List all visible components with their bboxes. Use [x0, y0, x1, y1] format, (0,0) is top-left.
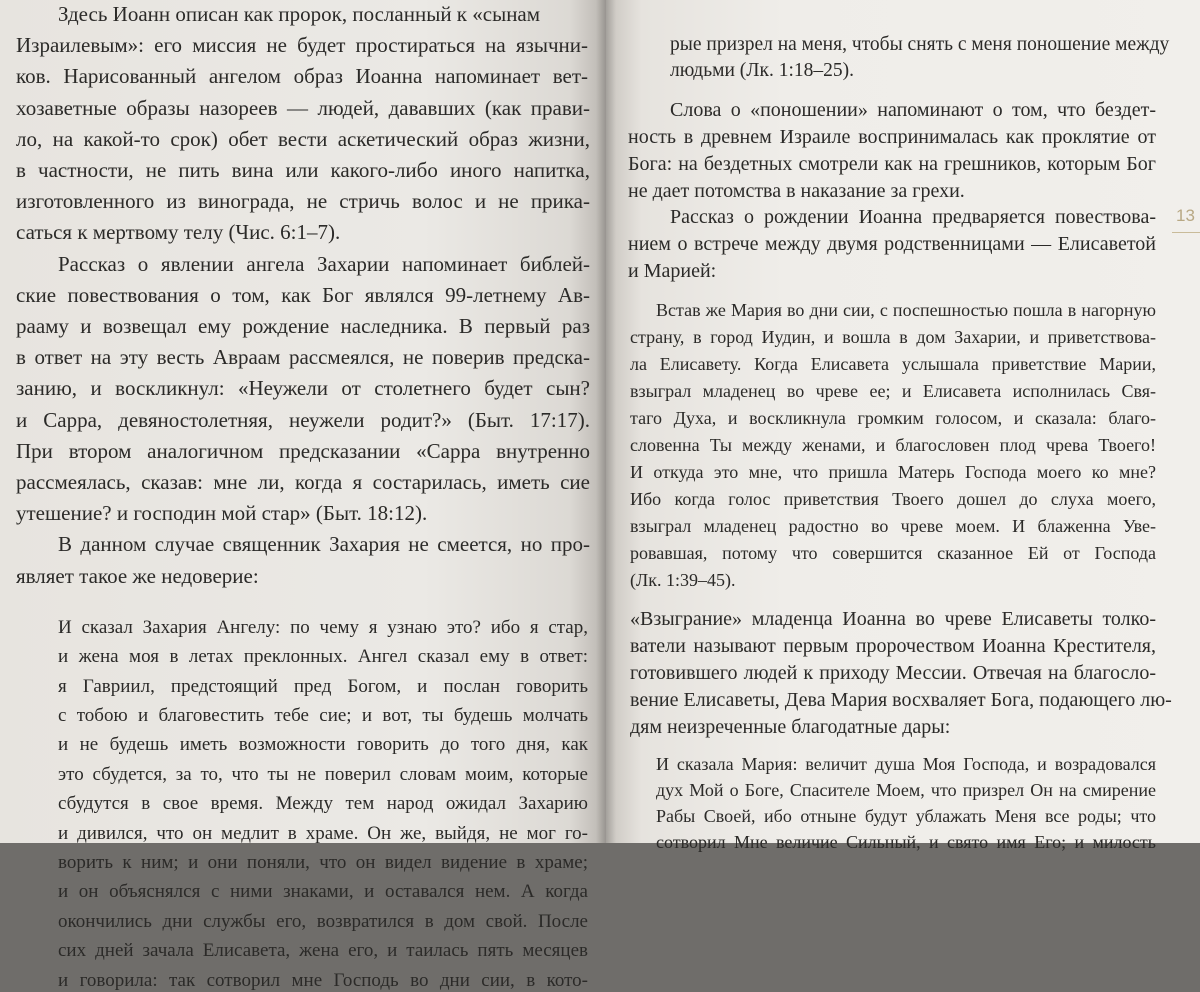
quote-line: окончились дни службы его, возвратился в дом свой. После — [58, 911, 588, 932]
quote-line: ровавшая, потому что совершится сказанное Ей от Господа — [630, 543, 1156, 563]
quote-line: словенна Ты между женами, и благословен плод чрева Твоего! — [630, 435, 1156, 455]
text-line: и Марией: — [628, 260, 717, 282]
text-line: рассмеялась, сказав: мне ли, когда я состарилась, иметь сие — [16, 470, 590, 494]
text-line: утешение? и господин мой стар» (Быт. 18:12). — [16, 501, 428, 525]
text-line: Слова о «поношении» напоминают о том, что бездет- — [670, 99, 1156, 121]
text-line: «Взыграние» младенца Иоанна во чреве Елисаветы толко- — [630, 608, 1156, 630]
text-line: Израилевым»: его миссия не будет простираться на язычни- — [16, 33, 588, 57]
text-line: хозаветные образы назореев — людей, дававших (как прави- — [16, 96, 590, 120]
page-number: 13 — [1176, 206, 1195, 225]
quote-line: таго Духа, и воскликнула громким голосом, и сказала: благо- — [630, 408, 1156, 428]
text-line: изготовленного из винограда, не стричь волос и не прика- — [16, 189, 590, 213]
text-line: нием о встрече между двумя родственницами — Елисаветой — [628, 233, 1156, 255]
text-line: занию, и воскликнул: «Неужели от столетнего будет сын? — [16, 376, 590, 400]
text-line: ские повествования о том, как Бог являлся 99-летнему Ав- — [16, 283, 590, 307]
quote-line: сих дней зачала Елисавета, жена его, и таилась пять месяцев — [58, 940, 588, 961]
quote-line: дух Мой о Боге, Спасителе Моем, что призрел Он на смирение — [656, 780, 1156, 800]
quote-line: И сказала Мария: величит душа Моя Господа, и возрадовался — [656, 754, 1156, 774]
quote-line: и говорила: так сотворил мне Господь во дни сии, в кото- — [58, 970, 588, 991]
quote-line: сбудутся в свое время. Между тем народ ожидал Захарию — [58, 793, 588, 814]
quote-line: сотворил Мне величие Сильный, и свято имя Его; и милость — [656, 832, 1156, 852]
quote-line: Ибо когда голос приветствия Твоего дошел до слуха моего, — [630, 489, 1156, 509]
quote-line: и он объяснялся с ними знаками, и оставался нем. А когда — [58, 881, 588, 902]
text-line: готовившего людей к приходу Мессии. Отвечая на благосло- — [630, 662, 1156, 684]
text-line: В данном случае священник Захария не смеется, но про- — [58, 532, 590, 556]
text-line: Здесь Иоанн описан как пророк, посланный к «сынам — [58, 2, 541, 26]
quote-line: и дивился, что он медлит в храме. Он же, выйдя, не мог го- — [58, 823, 588, 844]
text-line: дям неизреченные благодатные дары: — [630, 716, 951, 738]
text-line: не дает потомства в наказание за грехи. — [628, 180, 965, 202]
page-number-rule — [1172, 232, 1200, 233]
quote-line: взыграл младенец радостно во чреве моем. И блаженна Уве- — [630, 516, 1156, 536]
quote-line: Рабы Своей, ибо отныне будут ублажать Меня все роды; что — [656, 806, 1156, 826]
quote-line: это сбудется, за то, что ты не поверил словам моим, которые — [58, 764, 588, 785]
text-line: ло, на какой-то срок) обет вести аскетический образ жизни, — [16, 127, 590, 151]
text-line: ков. Нарисованный ангелом образ Иоанна напоминает вет- — [16, 64, 588, 88]
text-line: При втором аналогичном предсказании «Сарра внутренно — [16, 439, 590, 463]
quote-line: страну, в город Иудин, и вошла в дом Захарии, и приветствова- — [630, 327, 1156, 347]
text-line: являет такое же недоверие: — [16, 564, 259, 588]
text-line: ватели называют первым пророчеством Иоанна Крестителя, — [630, 635, 1156, 657]
quote-line: ворить к ним; и они поняли, что он видел видение в храме; — [58, 852, 588, 873]
quote-line: Встав же Мария во дни сии, с поспешностью пошла в нагорную — [656, 300, 1156, 320]
text-line: рые призрел на меня, чтобы снять с меня поношение между — [670, 34, 1170, 55]
text-line: в частности, не пить вина или какого-либо иного напитка, — [16, 158, 590, 182]
text-line: ность в древнем Израиле воспринималась как проклятие от — [628, 126, 1156, 148]
quote-line: (Лк. 1:39–45). — [630, 570, 736, 590]
text-line: Бога: на бездетных смотрели как на грешников, которым Бог — [628, 153, 1156, 175]
text-line: в ответ на эту весть Авраам рассмеялся, не поверив предска- — [16, 345, 590, 369]
quote-line: с тобою и благовестить тебе сие; и вот, ты будешь молчать — [58, 705, 588, 726]
quote-line: я Гавриил, предстоящий пред Богом, и послан говорить — [58, 676, 588, 697]
book-gutter — [596, 0, 616, 843]
text-line: Рассказ о рождении Иоанна предваряется повествова- — [670, 206, 1156, 228]
text-line: Рассказ о явлении ангела Захарии напоминает библей- — [58, 252, 590, 276]
text-line: саться к мертвому телу (Чис. 6:1–7). — [16, 220, 341, 244]
quote-line: взыграл младенец во чреве ее; и Елисавета исполнилась Свя- — [630, 381, 1156, 401]
quote-line: И откуда это мне, что пришла Матерь Господа моего ко мне? — [630, 462, 1156, 482]
text-line: вение Елисаветы, Дева Мария восхваляет Бога, подающего лю- — [630, 689, 1172, 711]
right-page — [606, 0, 1200, 852]
quote-line: И сказал Захария Ангелу: по чему я узнаю это? ибо я стар, — [58, 617, 588, 638]
quote-line: и не будешь иметь возможности говорить до того дня, как — [58, 734, 588, 755]
quote-line: и жена моя в летах преклонных. Ангел сказал ему в ответ: — [58, 646, 588, 667]
text-line: рааму и возвещал ему рождение наследника. В первый раз — [16, 314, 590, 338]
quote-line: ла Елисавету. Когда Елисавета услышала приветствие Марии, — [630, 354, 1156, 374]
text-line: людьми (Лк. 1:18–25). — [670, 60, 855, 81]
text-line: и Сарра, девяностолетняя, неужели родит?» (Быт. 17:17). — [16, 408, 590, 432]
